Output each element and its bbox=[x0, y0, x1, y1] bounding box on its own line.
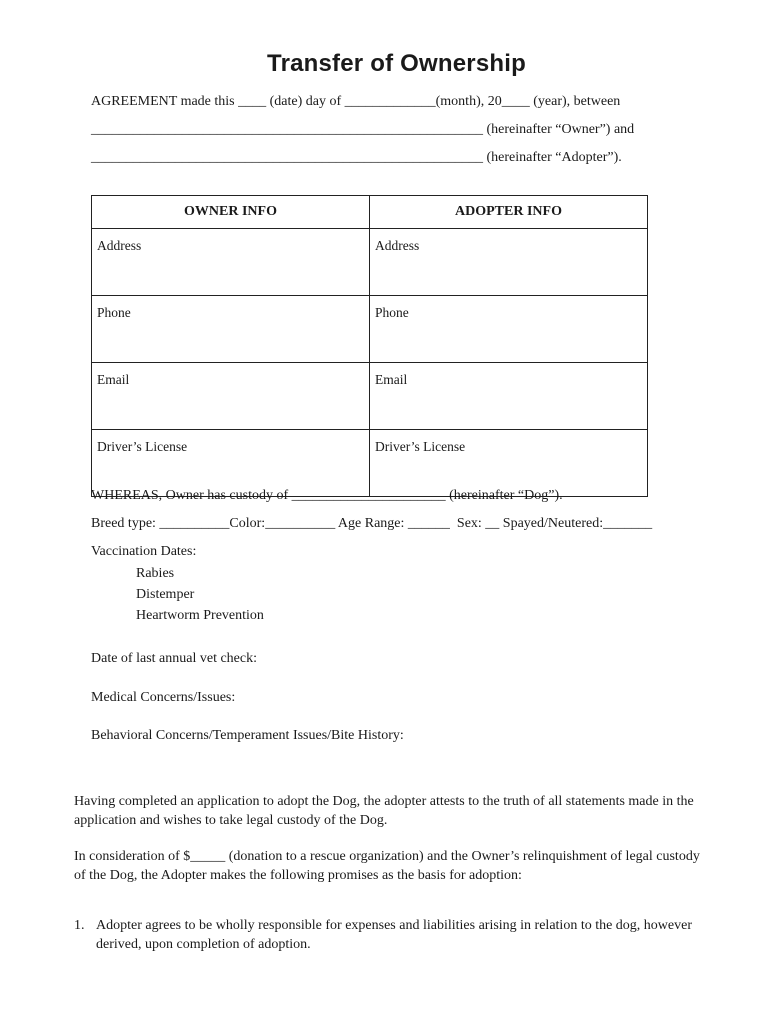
document-title: Transfer of Ownership bbox=[267, 50, 526, 77]
vaccination-dates-heading: Vaccination Dates: bbox=[91, 544, 197, 559]
consideration-paragraph: In consideration of $_____ (donation to a rescue organization) and the Owner’s relinquishment of legal custody of the Dog, the Adopter makes the following promises as the basis for adoption: bbox=[74, 849, 700, 883]
agreement-line-owner: ________________________________________________________ (hereinafter “Owner”) and bbox=[91, 122, 635, 137]
owner-address-cell: Address bbox=[92, 229, 370, 296]
owner-license-cell: Driver’s License bbox=[92, 430, 370, 497]
attestation-paragraph: Having completed an application to adopt the Dog, the adopter attests to the truth of all statements made in the application and wishes to take legal custody of the Dog. bbox=[74, 794, 694, 828]
vaccination-heartworm: Heartworm Prevention bbox=[136, 608, 264, 623]
table-row-address bbox=[92, 229, 648, 296]
owner-phone-cell: Phone bbox=[92, 296, 370, 363]
vaccination-rabies: Rabies bbox=[136, 566, 175, 581]
breed-details-line: Breed type: __________Color:__________ Age Range: ______ Sex: __ Spayed/Neutered:_______ bbox=[91, 516, 653, 531]
agreement-line-date: AGREEMENT made this ____ (date) day of _____________(month), 20____ (year), between bbox=[91, 94, 621, 109]
list-item bbox=[74, 916, 714, 954]
table-row-license bbox=[92, 430, 648, 497]
vet-check-line: Date of last annual vet check: bbox=[91, 651, 257, 666]
owner-info-header: OWNER INFO bbox=[92, 196, 370, 229]
list-item-text: Adopter agrees to be wholly responsible for expenses and liabilities arising in relation to the dog, however derived, upon completion of adoption. bbox=[96, 918, 693, 952]
adopter-license-cell: Driver’s License bbox=[370, 430, 648, 497]
vaccination-distemper: Distemper bbox=[136, 587, 195, 602]
owner-adopter-info-table bbox=[91, 195, 648, 497]
list-item-number: 1. bbox=[74, 918, 85, 933]
whereas-custody-line: WHEREAS, Owner has custody of ______________________ (hereinafter “Dog”). bbox=[91, 488, 563, 503]
table-row-phone bbox=[92, 296, 648, 363]
owner-email-cell: Email bbox=[92, 363, 370, 430]
adopter-phone-cell: Phone bbox=[370, 296, 648, 363]
agreement-line-adopter: ________________________________________________________ (hereinafter “Adopter”). bbox=[91, 150, 622, 165]
adopter-info-header: ADOPTER INFO bbox=[370, 196, 648, 229]
behavioral-concerns-line: Behavioral Concerns/Temperament Issues/Bite History: bbox=[91, 728, 404, 743]
table-header-row bbox=[92, 196, 648, 229]
table-row-email bbox=[92, 363, 648, 430]
adopter-address-cell: Address bbox=[370, 229, 648, 296]
adopter-email-cell: Email bbox=[370, 363, 648, 430]
medical-concerns-line: Medical Concerns/Issues: bbox=[91, 690, 236, 705]
